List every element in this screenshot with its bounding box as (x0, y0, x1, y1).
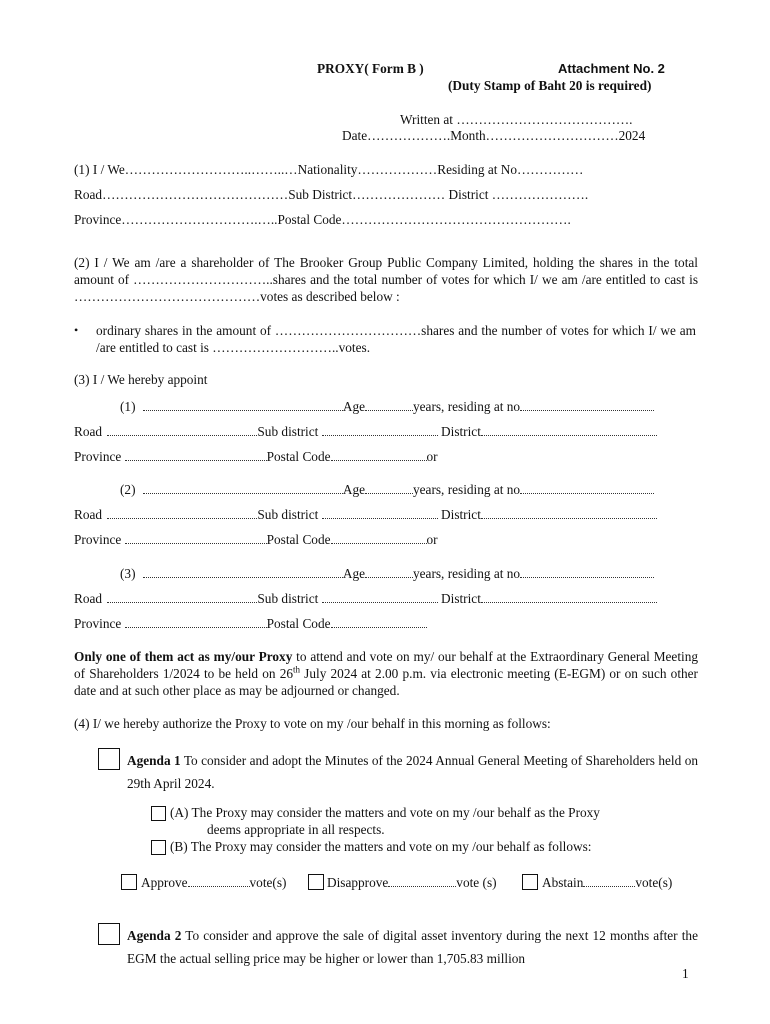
approve-checkbox[interactable] (121, 874, 137, 890)
option-a-checkbox[interactable] (151, 806, 166, 821)
subdistrict-field[interactable] (322, 590, 438, 603)
postal-label: Postal Code (266, 532, 331, 547)
abstain-votes-field[interactable] (583, 874, 635, 887)
age-field[interactable] (365, 398, 413, 411)
proxy-line-1 (120, 398, 654, 415)
residing-field[interactable] (520, 481, 654, 494)
section1-name-line[interactable]: (1) I / We………………………..……..…Nationality………………Residing at No…………… (74, 162, 584, 177)
district-field[interactable] (481, 590, 657, 603)
road-field[interactable] (107, 590, 257, 603)
postal-label: Postal Code (266, 449, 331, 464)
abstain-line (542, 874, 672, 891)
proxy-number: (3) (120, 566, 136, 581)
option-b-text: (B) The Proxy may consider the matters and vote on my /our behalf as follows: (170, 839, 592, 854)
agenda1-label: Agenda 1 (127, 753, 181, 768)
proxy-road-line (74, 423, 657, 440)
proxy-province-line (74, 615, 427, 632)
form-title: PROXY( Form B ) (317, 61, 424, 76)
abstain-checkbox[interactable] (522, 874, 538, 890)
proxy-number: (1) (120, 399, 136, 414)
subdistrict-field[interactable] (322, 506, 438, 519)
subdistrict-label: Sub district (257, 424, 319, 439)
bullet-dot: • (74, 323, 79, 337)
proxy-name-field[interactable] (143, 398, 343, 411)
province-label: Province (74, 616, 122, 631)
attachment-number: Attachment No. 2 (558, 61, 665, 76)
province-label: Province (74, 532, 122, 547)
or-label: or (426, 449, 438, 464)
proxy-line-1 (120, 481, 654, 498)
district-label: District (441, 591, 481, 606)
meeting-text-b: July 2024 at 2.00 p.m. via electronic meeting (E-EGM) or on such other date and at such other place as may be adjourned or changed. (74, 666, 698, 698)
postal-field[interactable] (331, 531, 427, 544)
road-field[interactable] (107, 506, 257, 519)
age-field[interactable] (365, 481, 413, 494)
postal-label: Postal Code (266, 616, 331, 631)
meeting-sup: th (293, 664, 301, 675)
approve-votes-field[interactable] (188, 874, 250, 887)
written-at-line[interactable]: Written at …………………………………. (400, 112, 633, 127)
option-b-checkbox[interactable] (151, 840, 166, 855)
disapprove-checkbox[interactable] (308, 874, 324, 890)
postal-field[interactable] (331, 615, 427, 628)
age-label: Age (342, 566, 365, 581)
road-label: Road (74, 591, 103, 606)
proxy-province-line (74, 448, 438, 465)
section2-bullet-text: ordinary shares in the amount of ……………………………shares and the number of votes for which I/ we am /are entitled to cast is ………………………..votes. (96, 323, 696, 355)
meeting-paragraph (74, 648, 698, 699)
proxy-province-line (74, 531, 438, 548)
postal-field[interactable] (331, 448, 427, 461)
section1-province-line[interactable]: Province………………………….…..Postal Code……………………………………………. (74, 212, 571, 227)
residing-label: years, residing at no (413, 566, 521, 581)
disapprove-line (327, 874, 497, 891)
section1-road-line[interactable]: Road……………………………………Sub District………………… District …………………. (74, 187, 589, 202)
district-label: District (441, 507, 481, 522)
age-label: Age (342, 482, 365, 497)
agenda2-label: Agenda 2 (127, 928, 182, 943)
stamp-note: (Duty Stamp of Baht 20 is required) (448, 78, 652, 93)
subdistrict-label: Sub district (257, 591, 319, 606)
page-number: 1 (682, 966, 689, 981)
road-label: Road (74, 507, 103, 522)
proxy-road-line (74, 590, 657, 607)
proxy-number: (2) (120, 482, 136, 497)
agenda1-description: To consider and adopt the Minutes of the 2024 Annual General Meeting of Shareholders held on 29th April 2024. (127, 753, 698, 791)
agenda2-description: To consider and approve the sale of digital asset inventory during the next 12 months after the EGM the actual selling price may be higher or lower than 1,705.83 million (127, 928, 698, 966)
section2-paragraph: (2) I / We am /are a shareholder of The Brooker Group Public Company Limited, holding the shares in the total amount of …………………………..shares and the total number of votes for which I/ we am /are entitled to cast is ……………………………………votes as described below : (74, 255, 698, 304)
option-a-text: (A) The Proxy may consider the matters and vote on my /our behalf as the Proxy (170, 805, 600, 820)
residing-field[interactable] (520, 565, 654, 578)
residing-label: years, residing at no (413, 399, 521, 414)
province-field[interactable] (125, 531, 267, 544)
road-field[interactable] (107, 423, 257, 436)
disapprove-votes-label: vote (s) (456, 875, 497, 890)
residing-label: years, residing at no (413, 482, 521, 497)
district-field[interactable] (481, 423, 657, 436)
agenda1-text (127, 749, 698, 795)
agenda1-checkbox[interactable] (98, 748, 120, 770)
proxy-road-line (74, 506, 657, 523)
age-field[interactable] (365, 565, 413, 578)
agenda2-text (127, 924, 698, 970)
age-label: Age (342, 399, 365, 414)
proxy-line-1 (120, 565, 654, 582)
approve-label: Approve (141, 875, 188, 890)
subdistrict-field[interactable] (322, 423, 438, 436)
abstain-votes-label: vote(s) (635, 875, 673, 890)
province-field[interactable] (125, 615, 267, 628)
subdistrict-label: Sub district (257, 507, 319, 522)
meeting-bold-lead: Only one of them act as my/our Proxy (74, 649, 293, 664)
section4-heading: (4) I/ we hereby authorize the Proxy to vote on my /our behalf in this morning as follows: (74, 716, 551, 731)
proxy-name-field[interactable] (143, 565, 343, 578)
abstain-label: Abstain (542, 875, 584, 890)
disapprove-label: Disapprove (327, 875, 389, 890)
meeting-text-a: to attend and vote on my/ our behalf at the Extraordinary General Meeting of Shareholders 1/2024 to be held on 26 (74, 649, 699, 681)
disapprove-votes-field[interactable] (388, 874, 456, 887)
section3-heading: (3) I / We hereby appoint (74, 372, 208, 387)
agenda2-checkbox[interactable] (98, 923, 120, 945)
approve-line (141, 874, 286, 891)
province-field[interactable] (125, 448, 267, 461)
district-field[interactable] (481, 506, 657, 519)
residing-field[interactable] (520, 398, 654, 411)
proxy-name-field[interactable] (143, 481, 343, 494)
approve-votes-label: vote(s) (249, 875, 287, 890)
option-a-text-2: deems appropriate in all respects. (207, 822, 385, 837)
date-line[interactable]: Date……………….Month…………………………2024 (342, 128, 646, 143)
or-label: or (426, 532, 438, 547)
district-label: District (441, 424, 481, 439)
province-label: Province (74, 449, 122, 464)
road-label: Road (74, 424, 103, 439)
